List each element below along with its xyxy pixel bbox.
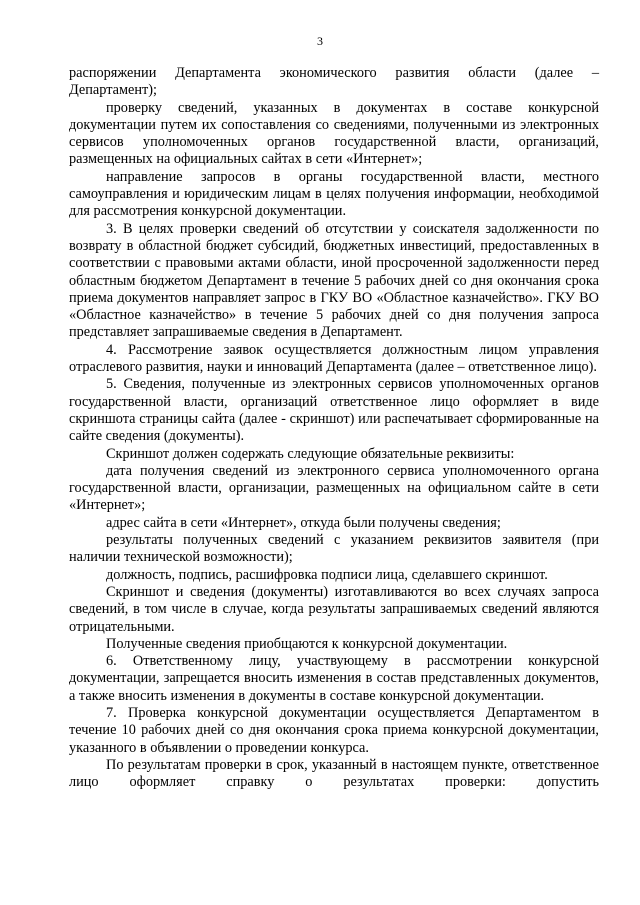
paragraph: результаты полученных сведений с указанием реквизитов заявителя (при наличии технической возможности); (69, 532, 599, 566)
paragraph: адрес сайта в сети «Интернет», откуда были получены сведения; (106, 514, 501, 531)
paragraph: должность, подпись, расшифровка подписи лица, сделавшего скриншот. (106, 566, 548, 583)
paragraph: По результатам проверки в срок, указанный в настоящем пункте, ответственное лицо оформляет справку о результатах проверки: допустить (69, 756, 599, 791)
paragraph: проверку сведений, указанных в документах в составе конкурсной документации путем их сопоставления со сведениями, полученными из электронных сервисов уполномоченных органов государственной власти, организаций, размещенных на официальных сайтах в сети «Интернет»; (69, 99, 599, 168)
paragraph: дата получения сведений из электронного сервиса уполномоченного органа государственной власти, организации, размещенных на официальном сайте в сети «Интернет»; (69, 462, 599, 514)
paragraph: 4. Рассмотрение заявок осуществляется должностным лицом управления отраслевого развития, науки и инноваций Департамента (далее – ответственное лицо). (69, 341, 599, 376)
paragraph: 6. Ответственному лицу, участвующему в рассмотрении конкурсной документации, запрещается вносить изменения в состав представленных документов, а также вносить изменения в документы в составе конкурсной документации. (69, 653, 599, 704)
paragraph: направление запросов в органы государственной власти, местного самоуправления и юридическим лицам в целях получения информации, необходимой для рассмотрения конкурсной документации. (69, 168, 599, 220)
document-body (69, 65, 599, 791)
paragraph: Скриншот и сведения (документы) изготавливаются во всех случаях запроса сведений, в том числе в случае, когда результаты запрашиваемых сведений являются отрицательными. (69, 583, 599, 635)
paragraph: Полученные сведения приобщаются к конкурсной документации. (106, 635, 508, 652)
paragraph: 5. Сведения, полученные из электронных сервисов уполномоченных органов государственной власти, организаций ответственное лицо оформляет в виде скриншота страницы сайта (далее - скриншот) или распечатывает сформированные на сайте сведения (документы). (69, 376, 599, 445)
page-number: 3 (317, 34, 323, 48)
paragraph: 3. В целях проверки сведений об отсутствии у соискателя задолженности по возврату в областной бюджет субсидий, бюджетных инвестиций, предоставленных в соответствии с правовыми актами области, иной просроченной задолженности перед областным бюджетом Департамент в течение 5 рабочих дней со дня окончания срока приема документов направляет запрос в ГКУ ВО «Областное казначейство». ГКУ ВО «Областное казначейство» в течение 5 рабочих дней со дня получения запроса представляет запрашиваемые сведения в Департамент. (69, 220, 599, 341)
paragraph: Скриншот должен содержать следующие обязательные реквизиты: (106, 445, 515, 462)
paragraph: распоряжении Департамента экономического развития области (далее – Департамент); (69, 65, 599, 99)
paragraph: 7. Проверка конкурсной документации осуществляется Департаментом в течение 10 рабочих дней со дня окончания срока приема конкурсной документации, указанного в объявлении о проведении конкурса. (69, 704, 599, 756)
